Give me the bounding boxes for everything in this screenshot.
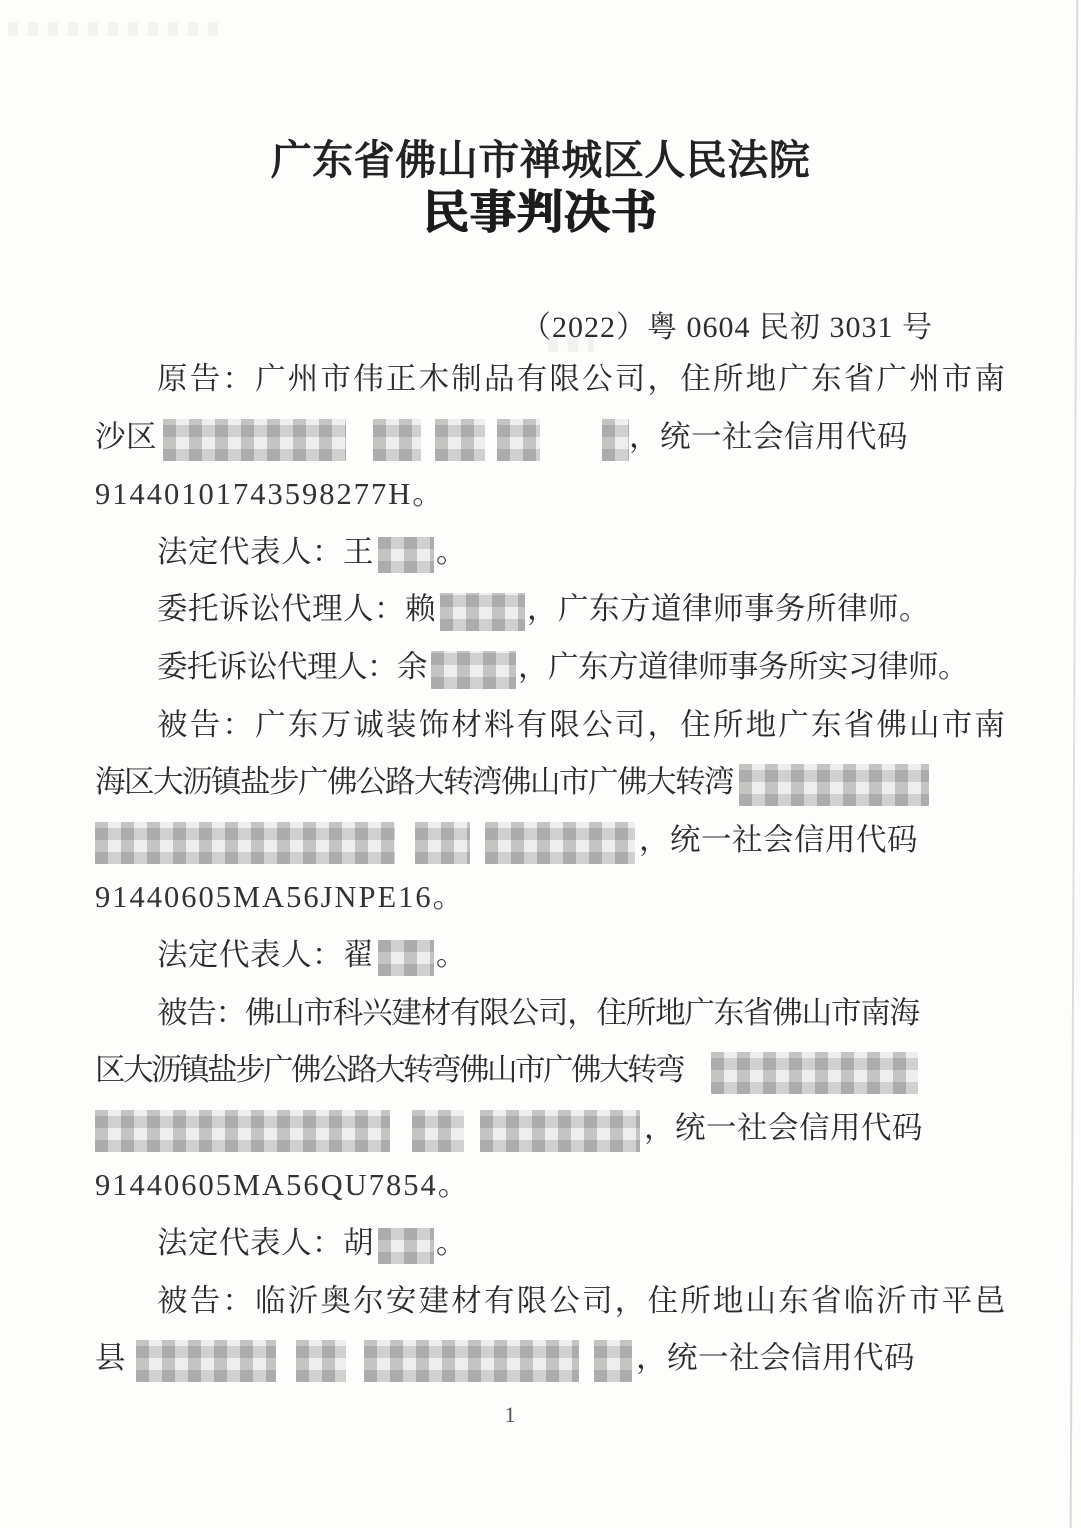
credit-code-value: 91440605MA56QU7854。 <box>95 1168 471 1203</box>
defendant-address-prefix: 县 <box>95 1341 126 1376</box>
page-number: 1 <box>504 1402 516 1427</box>
legal-rep-label: 法定代表人：王 <box>157 534 374 569</box>
redacted-name-block <box>440 593 525 631</box>
redacted-address-block <box>485 822 635 864</box>
judgment-body <box>95 351 1008 1388</box>
redacted-address-block <box>415 822 470 864</box>
case-number: （2022）粤 0604 民初 3031 号 <box>521 311 933 344</box>
plaintiff-text: 原告：广州市伟正木制品有限公司，住所地广东省广州市南 <box>157 362 1008 396</box>
doc-line-defendant3-1 <box>95 1273 1008 1331</box>
doc-line-legal-rep-3 <box>95 1215 965 1273</box>
agent-label: 委托诉讼代理人：赖 <box>157 592 436 627</box>
doc-line-defendant2-credit-code <box>95 1157 965 1215</box>
redacted-name-block <box>431 651 516 689</box>
doc-line-defendant1-3 <box>95 812 965 870</box>
doc-line-defendant2-1 <box>95 985 965 1043</box>
redacted-address-block <box>95 1110 390 1152</box>
defendant-address: 海区大沥镇盐步广佛公路大转湾佛山市广佛大转湾 <box>95 765 733 800</box>
credit-code-value: 91440101743598277H。 <box>95 477 445 512</box>
doc-line-defendant1-1 <box>95 697 1008 755</box>
period: 。 <box>436 1225 467 1260</box>
redacted-name-block <box>378 1228 434 1264</box>
period: 。 <box>436 937 467 972</box>
redacted-address-block <box>739 764 929 806</box>
doc-line-plaintiff-credit-code <box>95 466 965 524</box>
doc-line-defendant1-2 <box>95 754 965 812</box>
doc-line-legal-rep-1 <box>95 524 965 582</box>
redacted-address-block <box>497 419 540 461</box>
court-name: 广东省佛山市禅城区人民法院 <box>270 137 811 183</box>
agent-label: 委托诉讼代理人：余 <box>157 649 427 684</box>
credit-code-label: ，统一社会信用代码 <box>639 822 918 857</box>
redacted-address-block <box>95 822 395 864</box>
redacted-address-block <box>163 419 346 461</box>
document-type-title: 民事判决书 <box>423 187 658 238</box>
redacted-name-block <box>378 537 434 573</box>
doc-line-defendant2-3 <box>95 1100 965 1158</box>
redacted-address-block <box>364 1340 579 1382</box>
credit-code-label: ，统一社会信用代码 <box>644 1110 923 1145</box>
redacted-name-block <box>378 940 434 976</box>
redacted-address-block <box>594 1340 632 1382</box>
doc-line-defendant2-2 <box>95 1042 965 1100</box>
doc-line-defendant1-credit-code <box>95 869 965 927</box>
agent-firm: ，广东方道律师事务所律师。 <box>527 592 930 627</box>
redacted-address-block <box>711 1052 918 1094</box>
doc-line-legal-rep-2 <box>95 927 965 985</box>
defendant-address: 区大沥镇盐步广佛公路大转弯佛山市广佛大转弯 <box>95 1053 683 1088</box>
redacted-address-block <box>136 1340 276 1382</box>
redacted-address-block <box>373 419 421 461</box>
credit-code-label: ，统一社会信用代码 <box>629 419 908 454</box>
doc-line-plaintiff-1 <box>95 351 1008 409</box>
legal-rep-label: 法定代表人：翟 <box>157 937 374 972</box>
doc-line-plaintiff-2 <box>95 409 965 467</box>
redacted-address-block <box>296 1340 346 1382</box>
defendant-text: 被告：广东万诚装饰材料有限公司，住所地广东省佛山市南 <box>157 707 1008 742</box>
credit-code-label: ，统一社会信用代码 <box>636 1341 915 1376</box>
plaintiff-address-prefix: 沙区 <box>95 419 157 454</box>
redacted-address-block <box>602 419 629 461</box>
agent-firm: ，广东方道律师事务所实习律师。 <box>518 649 968 684</box>
doc-line-defendant3-2 <box>95 1330 965 1388</box>
redacted-address-block <box>412 1110 464 1152</box>
doc-line-agent-2 <box>95 639 968 697</box>
scan-noise-top-left <box>8 22 223 36</box>
legal-rep-label: 法定代表人：胡 <box>157 1225 374 1260</box>
doc-line-agent-1 <box>95 581 965 639</box>
defendant-text: 被告：佛山市科兴建材有限公司，住所地广东省佛山市南海 <box>157 995 919 1030</box>
credit-code-value: 91440605MA56JNPE16。 <box>95 880 466 915</box>
period: 。 <box>436 534 467 569</box>
defendant-text: 被告：临沂奥尔安建材有限公司，住所地山东省临沂市平邑 <box>157 1283 1008 1318</box>
redacted-address-block <box>480 1110 640 1152</box>
redacted-address-block <box>435 419 485 461</box>
